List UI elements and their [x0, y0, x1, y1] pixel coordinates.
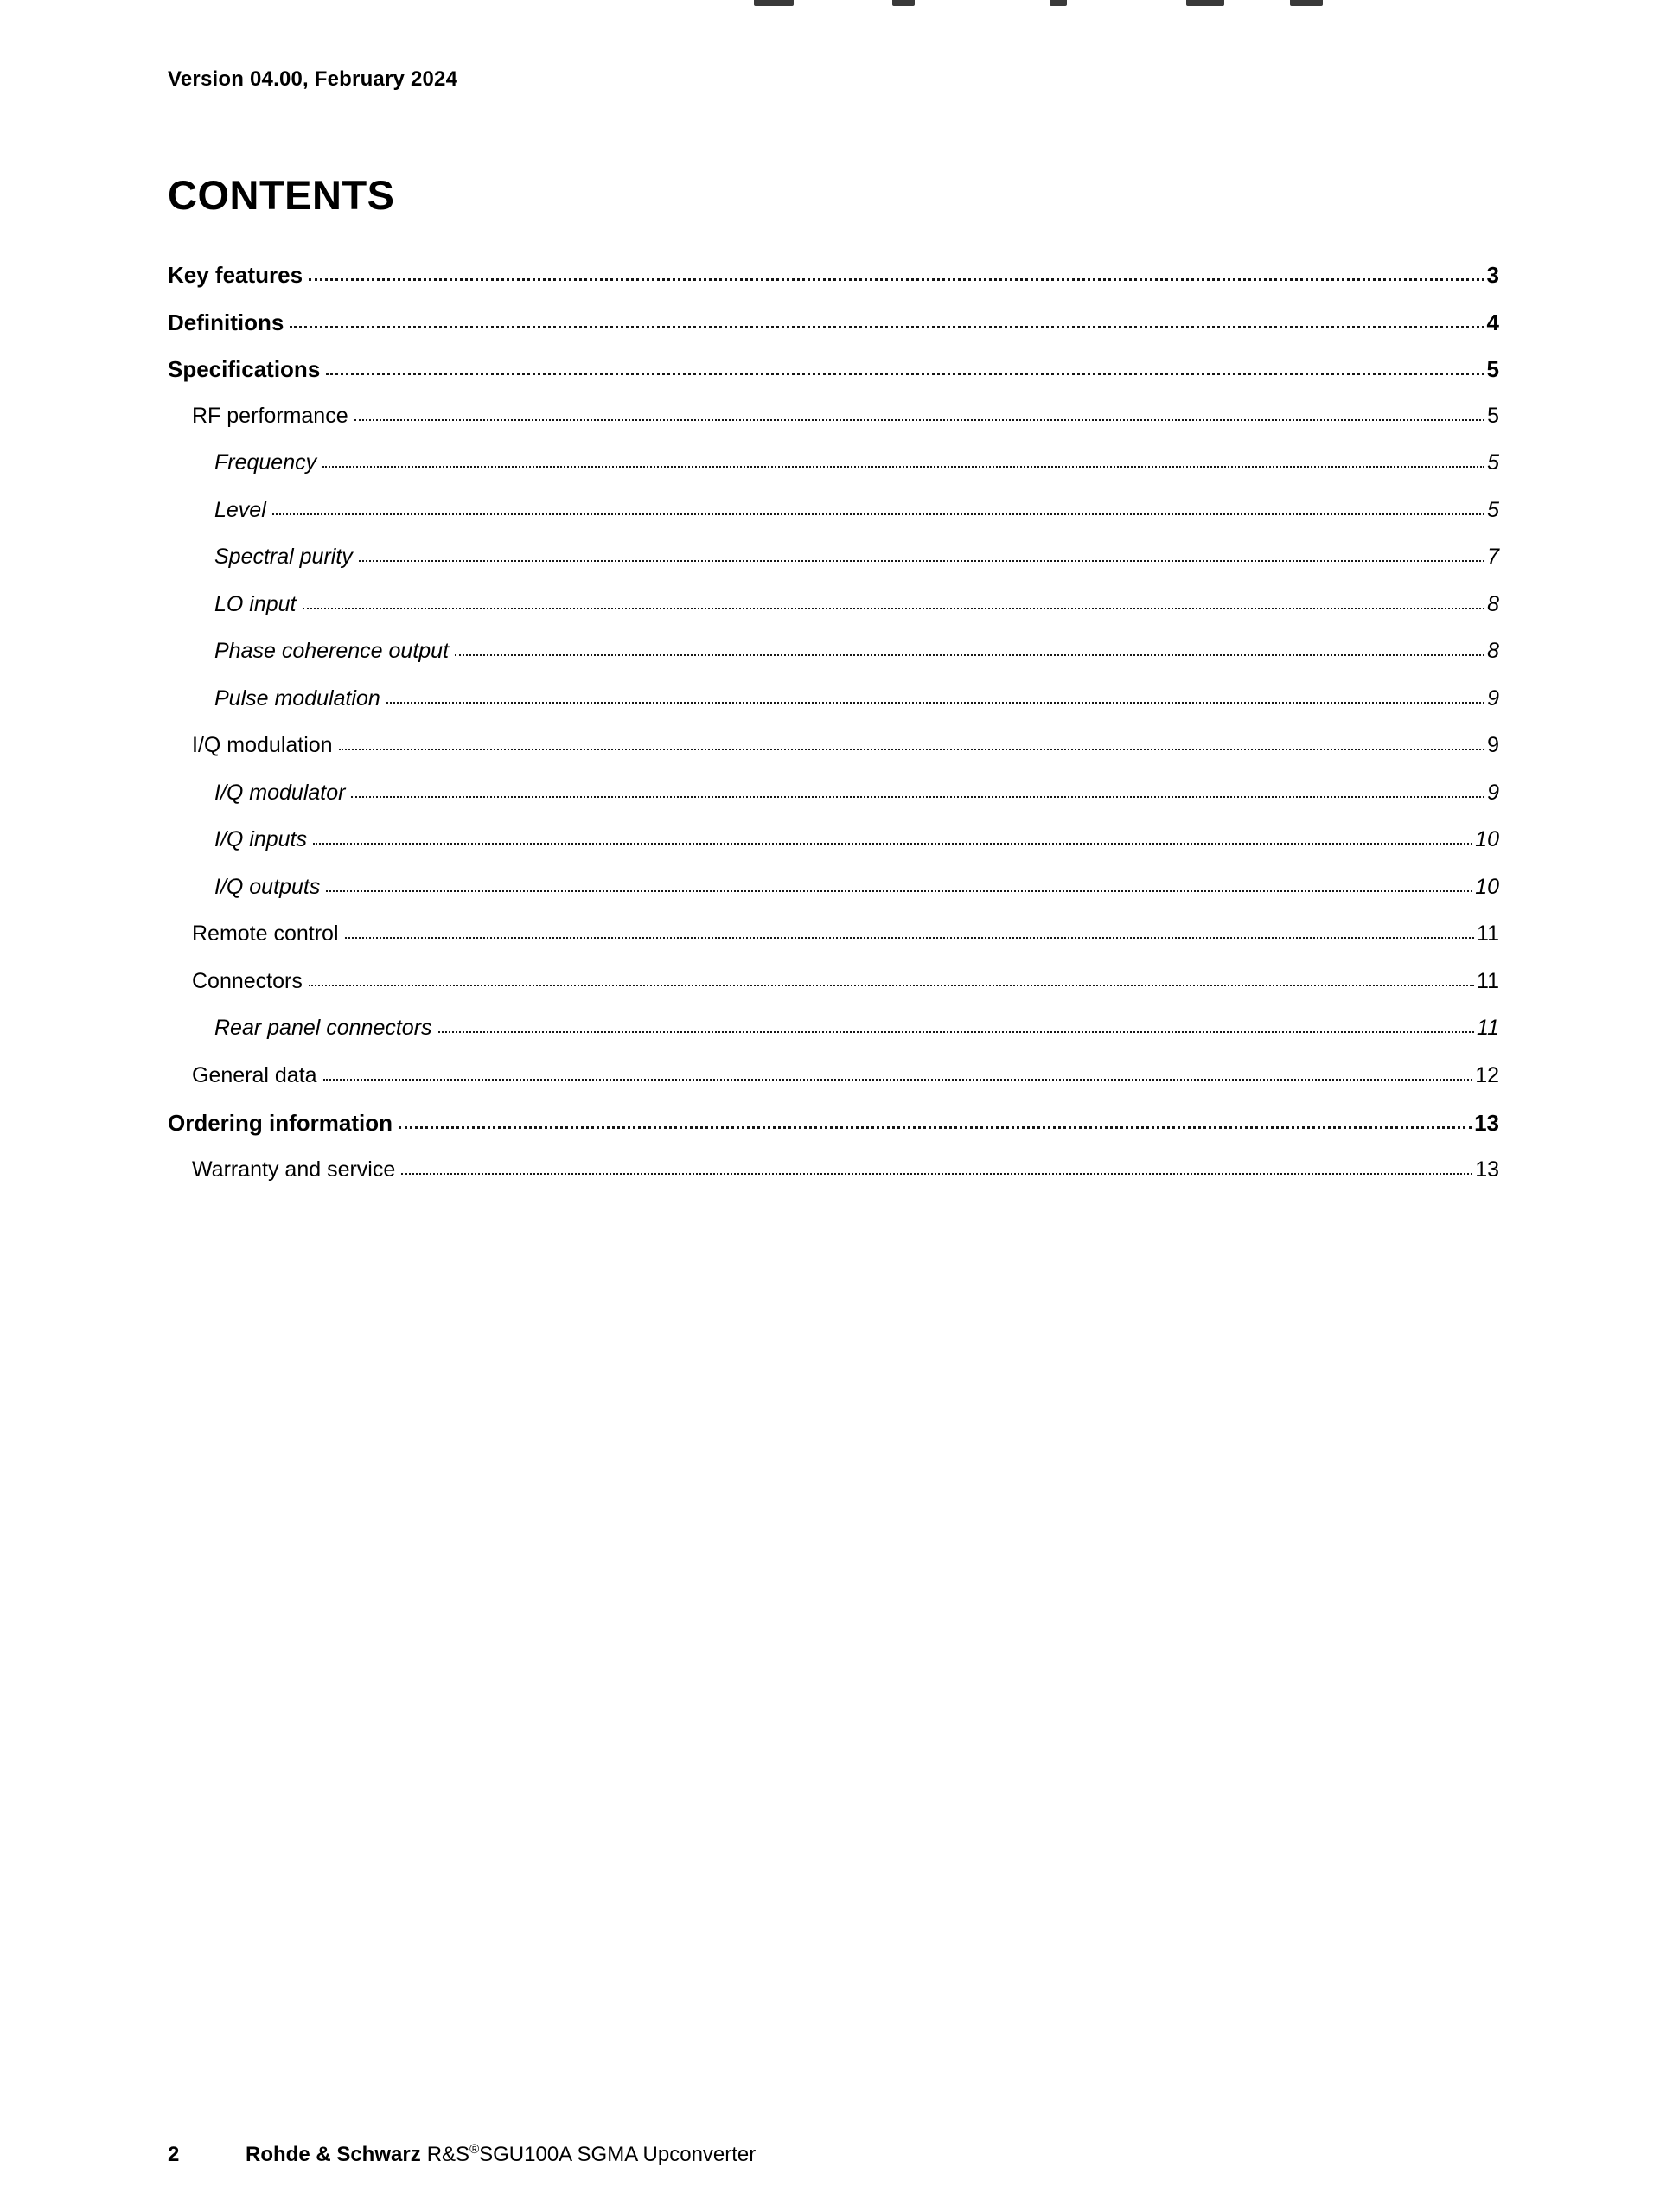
toc-entry-page: 5 — [1487, 497, 1499, 522]
toc-entry-label: RF performance — [192, 403, 348, 428]
toc-dot-leader — [309, 985, 1474, 986]
footer-page-number: 2 — [168, 2143, 180, 2166]
toc-entry[interactable] — [168, 1063, 1499, 1111]
toc-dot-leader — [401, 1173, 1472, 1175]
toc-entry[interactable] — [168, 498, 1499, 545]
toc-entry[interactable] — [168, 262, 1499, 309]
toc-entry-label: Connectors — [192, 968, 303, 993]
toc-entry-label: Key features — [168, 262, 303, 288]
toc-entry-page: 8 — [1487, 639, 1499, 663]
toc-dot-leader — [359, 560, 1484, 562]
toc-dot-leader — [399, 1126, 1472, 1129]
toc-entry[interactable] — [168, 1157, 1499, 1205]
toc-entry-page: 5 — [1486, 356, 1499, 382]
toc-list — [168, 262, 1499, 1204]
toc-entry-label: Phase coherence output — [214, 639, 450, 663]
toc-entry-page: 11 — [1477, 968, 1499, 993]
toc-entry[interactable] — [168, 1016, 1499, 1063]
registered-trademark-icon: ® — [469, 2142, 480, 2157]
toc-dot-leader — [290, 326, 1484, 328]
toc-entry-page: 5 — [1487, 450, 1499, 475]
toc-entry[interactable] — [168, 1110, 1499, 1157]
toc-dot-leader — [326, 890, 1472, 892]
toc-entry-page: 3 — [1486, 262, 1499, 288]
page-footer — [168, 2142, 1499, 2167]
toc-dot-leader — [322, 466, 1484, 468]
toc-entry-label: Warranty and service — [192, 1157, 396, 1182]
version-line: Version 04.00, February 2024 — [168, 67, 458, 91]
toc-entry[interactable] — [168, 404, 1499, 451]
toc-entry-label: I/Q inputs — [214, 827, 307, 851]
toc-entry-label: Spectral purity — [214, 545, 353, 569]
toc-dot-leader — [351, 796, 1484, 798]
toc-dot-leader — [345, 937, 1475, 939]
toc-dot-leader — [309, 278, 1484, 281]
footer-product-suffix: SGU100A SGMA Upconverter — [479, 2143, 757, 2166]
toc-entry-label: General data — [192, 1062, 317, 1087]
toc-entry[interactable] — [168, 781, 1499, 828]
toc-dot-leader — [326, 373, 1484, 375]
toc-entry[interactable] — [168, 921, 1499, 969]
toc-entry[interactable] — [168, 545, 1499, 592]
toc-entry[interactable] — [168, 969, 1499, 1017]
toc-dot-leader — [303, 608, 1485, 609]
toc-entry[interactable] — [168, 450, 1499, 498]
toc-entry-label: Specifications — [168, 356, 321, 382]
toc-entry-page: 8 — [1487, 591, 1499, 616]
toc-entry-label: Remote control — [192, 921, 339, 946]
toc-entry-page: 4 — [1486, 309, 1499, 335]
toc-entry-page: 5 — [1487, 403, 1499, 428]
toc-entry-label: Definitions — [168, 309, 284, 335]
toc-entry-label: LO input — [214, 591, 297, 616]
toc-entry-page: 13 — [1475, 1157, 1499, 1182]
toc-entry-page: 7 — [1487, 545, 1499, 569]
toc-entry[interactable] — [168, 356, 1499, 404]
toc-entry-label: I/Q modulator — [214, 780, 346, 805]
page-title: CONTENTS — [168, 172, 395, 218]
toc-entry[interactable] — [168, 639, 1499, 686]
toc-entry-label: Rear panel connectors — [214, 1016, 432, 1040]
toc-entry[interactable] — [168, 592, 1499, 640]
toc-entry-page: 12 — [1475, 1062, 1499, 1087]
toc-dot-leader — [438, 1031, 1475, 1033]
toc-entry-page: 9 — [1487, 685, 1499, 711]
page-content — [168, 0, 1499, 1204]
toc-entry-label: Pulse modulation — [214, 685, 380, 711]
toc-dot-leader — [339, 749, 1485, 750]
toc-entry[interactable] — [168, 309, 1499, 357]
toc-dot-leader — [354, 419, 1484, 421]
toc-entry-label: Ordering information — [168, 1110, 393, 1136]
toc-entry-label: I/Q modulation — [192, 733, 333, 757]
toc-entry-label: Level — [214, 497, 266, 522]
toc-dot-leader — [323, 1079, 1473, 1081]
toc-dot-leader — [272, 513, 1484, 515]
toc-entry-page: 10 — [1475, 874, 1499, 899]
footer-product-prefix: R&S — [426, 2143, 470, 2166]
toc-entry[interactable] — [168, 686, 1499, 734]
toc-entry-label: I/Q outputs — [214, 874, 321, 899]
toc-entry-page: 11 — [1477, 921, 1499, 946]
toc-entry-page: 13 — [1474, 1110, 1499, 1136]
toc-dot-leader — [386, 702, 1484, 704]
toc-entry[interactable] — [168, 733, 1499, 781]
toc-entry[interactable] — [168, 875, 1499, 922]
toc-entry-page: 10 — [1475, 827, 1499, 851]
toc-entry-page: 9 — [1487, 780, 1499, 805]
toc-dot-leader — [313, 843, 1472, 845]
toc-entry-page: 11 — [1477, 1016, 1499, 1040]
footer-brand: Rohde & Schwarz — [246, 2143, 421, 2166]
toc-entry-page: 9 — [1487, 733, 1499, 757]
toc-dot-leader — [455, 654, 1484, 656]
toc-entry-label: Frequency — [214, 450, 317, 475]
toc-entry[interactable] — [168, 827, 1499, 875]
footer-product-name — [427, 2142, 757, 2167]
